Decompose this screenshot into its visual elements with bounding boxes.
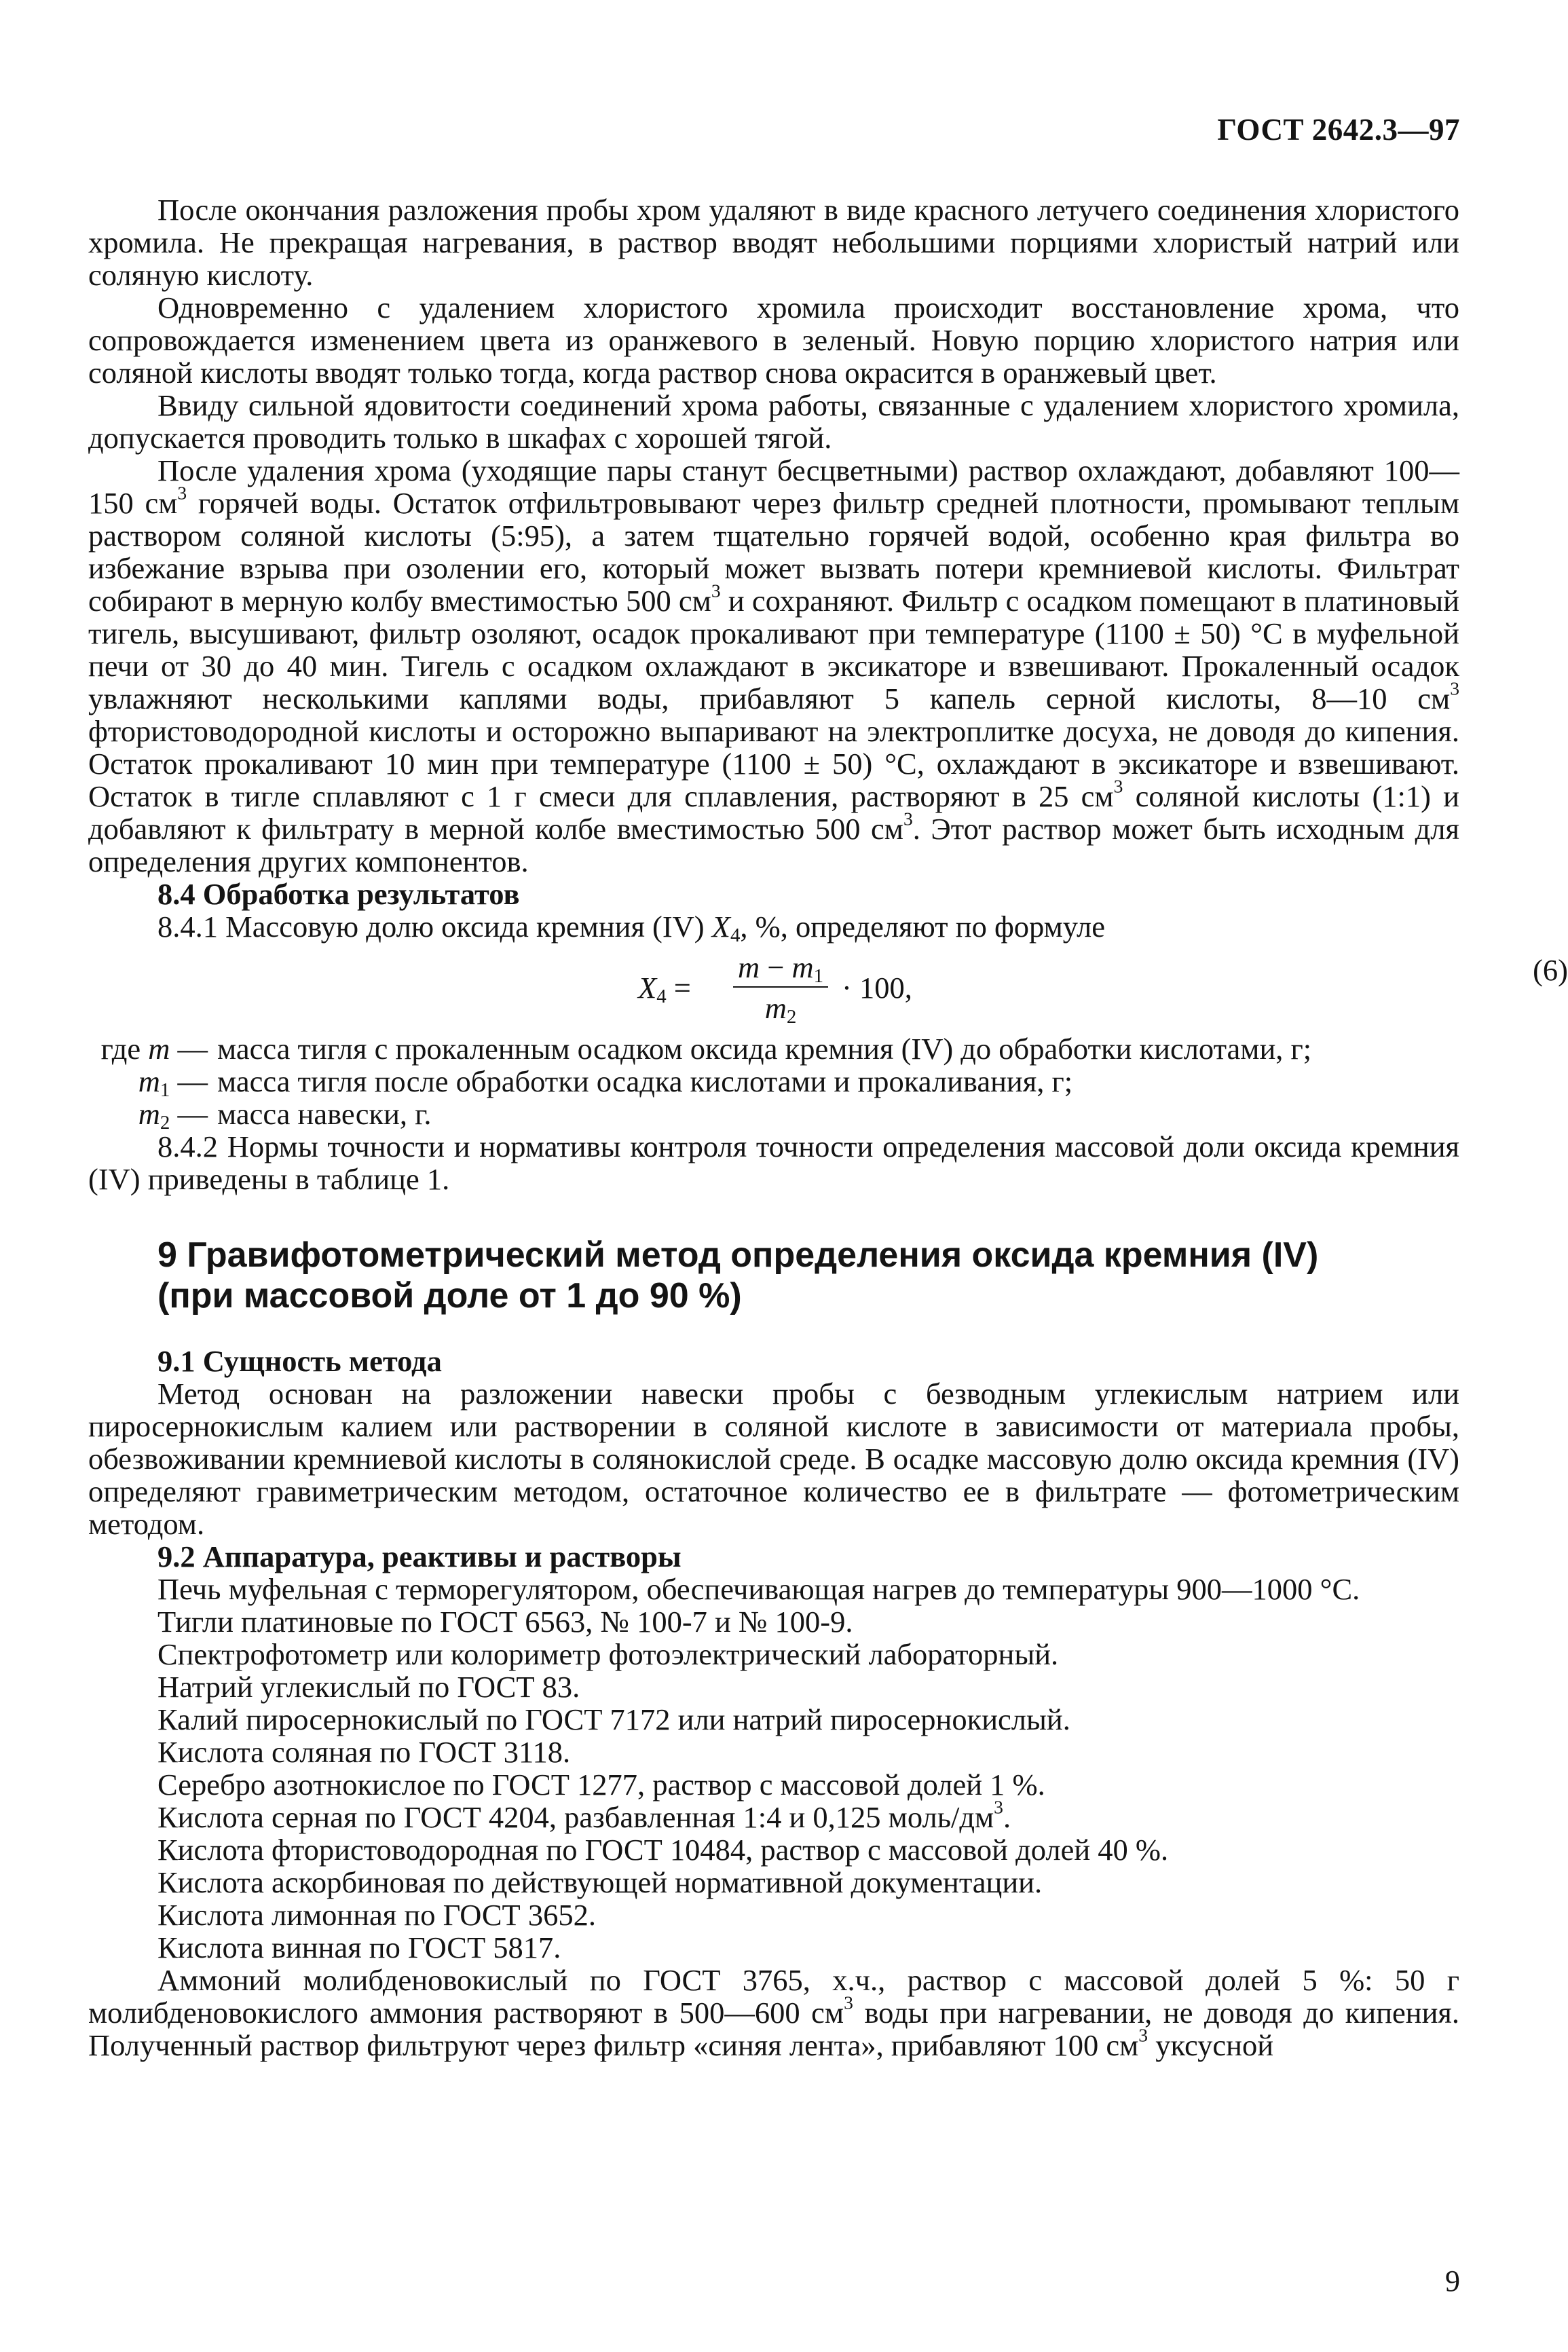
text-run: соляной кислоты (1:1) и добавляют к фильтрату в мерной колбе вместимостью 500 см — [88, 779, 1459, 846]
text-run: уксусной — [1148, 2028, 1274, 2062]
list-item: Кислота лимонная по ГОСТ 3652. — [157, 1898, 596, 1932]
subscript: 4 — [730, 925, 741, 947]
legend-description: масса тигля после обработки осадка кислотами и прокаливания, г; — [217, 1064, 1073, 1098]
section-title-line: (при массовой доле от 1 до 90 %) — [157, 1276, 742, 1315]
subsection-heading-8-4: 8.4 Обработка результатов — [157, 877, 520, 911]
list-item: Кислота аскорбиновая по действующей нормативной документации. — [157, 1865, 1043, 1899]
formula-number: (6) — [1533, 953, 1568, 987]
variable: m — [138, 1064, 160, 1098]
text-run: воды при нагревании, не доводя до кипения. Полученный раствор фильтруют через фильтр «синяя лента», прибавляют 100 см — [88, 1996, 1460, 2062]
paragraph: После окончания разложения пробы хром удаляют в виде красного летучего соединения хлористого хромила. Не прекращая нагревания, в раствор вводят небольшими порциями хлористый натрий или соляную кислоту. — [88, 193, 1459, 292]
subscript: 4 — [656, 986, 667, 1008]
subscript: 1 — [813, 965, 824, 988]
variable: m — [737, 950, 760, 984]
text-run: 8.4.1 Массовую долю оксида кремния (IV) — [157, 910, 712, 944]
variable: m — [764, 991, 787, 1025]
legend-description: масса навески, г. — [217, 1097, 432, 1131]
variable: m — [138, 1097, 160, 1131]
formula-6 — [638, 951, 1568, 1026]
list-item: Кислота соляная по ГОСТ 3118. — [157, 1735, 571, 1769]
variable: m — [148, 1032, 170, 1066]
formula-row — [88, 946, 1568, 1028]
list-item: Кислота винная по ГОСТ 5817. — [157, 1930, 561, 1964]
superscript: 3 — [1113, 775, 1123, 797]
dash: — — [170, 1032, 208, 1066]
superscript: 3 — [903, 808, 913, 829]
superscript: 3 — [177, 482, 187, 504]
legend-symbol — [88, 1064, 217, 1102]
text-run: После удаления хрома (уходящие пары станут бесцветными) раствор охлаждают, добавляют 100—150 см — [88, 453, 1459, 520]
text-run: и сохраняют. Фильтр с осадком помещают в платиновый тигель, высушивают, фильтр озоляют, осадок прокаливают при температуре (1100 ± 50) °С в муфельной печи от 30 до 40 мин. Тигель с осадком охлаждают в эксикаторе и взвешивают. Прокаленный осадок увлажняют несколькими каплями воды, прибавляют 5 капель серной кислоты, 8—10 см — [88, 584, 1459, 715]
text-run: , %, определяют по формуле — [740, 910, 1106, 944]
list-item: Печь муфельная с терморегулятором, обеспечивающая нагрев до температуры 900—1000 °С. — [157, 1572, 1360, 1606]
dash: — — [170, 1097, 208, 1131]
list-item: Кислота фтористоводородная по ГОСТ 10484, раствор с массовой долей 40 %. — [157, 1833, 1169, 1867]
numerator — [733, 950, 828, 988]
superscript: 3 — [1138, 2024, 1149, 2046]
text-run: . — [1003, 1800, 1011, 1834]
paragraph: Одновременно с удалением хлористого хромила происходит восстановление хрома, что сопровождается изменением цвета из оранжевого в зеленый. Новую порцию хлористого натрия или соляной кислоты вводят только тогда, когда раствор снова окрасится в оранжевый цвет. — [88, 291, 1459, 390]
text-run: . Этот раствор может быть исходным для определения других компонентов. — [88, 812, 1459, 878]
paragraph: Ввиду сильной ядовитости соединений хрома работы, связанные с удалением хлористого хромила, допускается проводить только в шкафах с хорошей тягой. — [88, 388, 1459, 455]
legend-symbol — [88, 1032, 217, 1065]
superscript: 3 — [844, 1992, 853, 2013]
variable: m — [791, 950, 814, 984]
variable: X — [711, 910, 730, 944]
dash: — — [170, 1064, 208, 1098]
text-run: Кислота серная по ГОСТ 4204, разбавленная 1:4 и 0,125 моль/дм — [157, 1800, 994, 1834]
paragraph-8-4-1 — [88, 910, 1459, 947]
paragraph-9-1: Метод основан на разложении навески пробы с безводным углекислым натрием или пиросернокислым калием или растворении в соляной кислоте в зависимости от материала пробы, обезвоживании кремниевой кислоты в солянокислой среде. В осадке массовую долю оксида кремния (IV) определяют гравиметрическим методом, остаточное количество ее в фильтрате — фотометрическим методом. — [88, 1377, 1459, 1541]
list-item: Спектрофотометр или колориметр фотоэлектрический лабораторный. — [157, 1637, 1059, 1671]
equals-sign: = — [666, 971, 691, 1005]
subscript: 1 — [160, 1079, 170, 1102]
list-item — [88, 1796, 1459, 1834]
list-item: Калий пиросернокислый по ГОСТ 7172 или натрий пиросернокислый. — [157, 1702, 1070, 1736]
variable: X — [638, 971, 657, 1005]
text-run: Аммоний молибденовокислый по ГОСТ 3765, х.ч., раствор с массовой долей 5 %: 50 г молибденовокислого аммония растворяют в 500—600 см — [88, 1963, 1459, 2030]
text-run: фтористоводородной кислоты и осторожно выпаривают на электроплитке досуха, не доводя до кипения. Остаток прокаливают 10 мин при температуре (1100 ± 50) °С, охлаждают в эксикаторе и взвешивают. Остаток в тигле сплавляют с 1 г смеси для сплавления, растворяют в 25 см — [88, 714, 1459, 813]
fraction — [733, 950, 828, 1028]
paragraph-8-4-2: 8.4.2 Нормы точности и нормативы контроля точности определения массовой доли оксида кремния (IV) приведены в таблице 1. — [88, 1130, 1459, 1196]
superscript: 3 — [711, 580, 721, 601]
list-item: Тигли платиновые по ГОСТ 6563, № 100-7 и № 100-9. — [157, 1605, 853, 1639]
subsection-heading-9-2: 9.2 Аппаратура, реактивы и растворы — [157, 1539, 682, 1573]
denominator — [733, 991, 828, 1028]
page-number: 9 — [1445, 2264, 1460, 2298]
standard-header: ГОСТ 2642.3—97 — [1217, 113, 1460, 147]
section-title-line: 9 Гравифотометрический метод определения оксида кремния (IV) — [157, 1235, 1319, 1275]
legend-description: масса тигля с прокаленным осадком оксида кремния (IV) до обработки кислотами, г; — [217, 1032, 1312, 1066]
superscript: 3 — [994, 1796, 1003, 1818]
variable-legend — [88, 1032, 1459, 1134]
paragraph-ammonium-molybdate — [88, 1964, 1459, 2061]
list-item: Натрий углекислый по ГОСТ 83. — [157, 1670, 580, 1704]
body-text — [88, 193, 1568, 2062]
subscript: 2 — [786, 1006, 797, 1028]
text-run: горячей воды. Остаток отфильтровывают через фильтр средней плотности, промывают теплым раствором соляной кислоты (5:95), а затем тщательно горячей водой, особенно края фильтра во избежание взрыва при озолении его, который может вызвать потери кремниевой кислоты. Фильтрат собирают в мерную колбу вместимостью 500 см — [88, 486, 1459, 618]
subsection-heading-9-1: 9.1 Сущность метода — [157, 1344, 442, 1378]
text-run: где — [100, 1032, 149, 1066]
paragraph-chrome-removal — [88, 454, 1459, 878]
section-9-title — [88, 1235, 1459, 1316]
list-item: Серебро азотнокислое по ГОСТ 1277, раствор с массовой долей 1 %. — [157, 1768, 1045, 1802]
legend-symbol — [88, 1097, 217, 1134]
formula-rhs: · 100, — [842, 971, 912, 1005]
superscript: 3 — [1450, 677, 1459, 699]
minus-sign: − — [760, 950, 792, 984]
subscript: 2 — [160, 1112, 170, 1134]
formula-lhs — [638, 971, 691, 1008]
